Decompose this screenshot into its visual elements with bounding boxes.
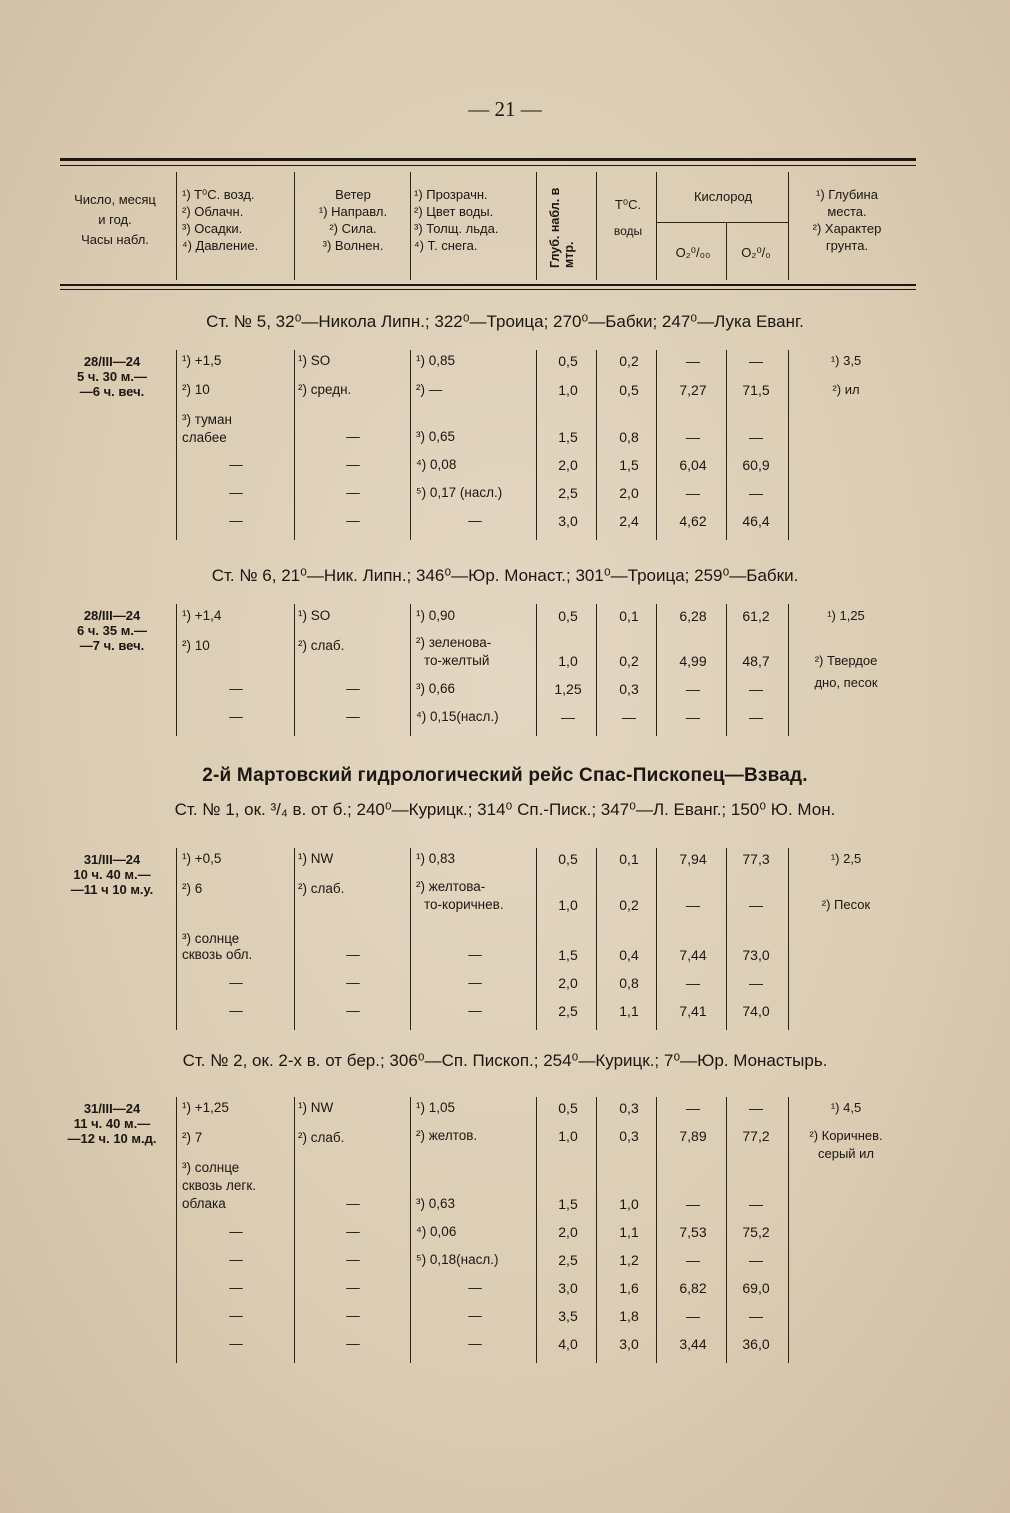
water-temp-value: 0,2 [619,897,639,913]
header-transp-col [414,186,536,254]
wind-dash: — [346,681,360,696]
oxygen-percent-value: 74,0 [742,1003,770,1019]
wind-dash: — [346,1224,360,1239]
air-dash: — [229,681,243,696]
transparency-value: — [468,947,482,962]
depth-value: 1,0 [558,382,578,398]
air-conditions: ³) солнце [182,931,240,946]
oxygen-permille-value: — [686,1308,700,1324]
column-divider [410,848,411,1030]
air-conditions: ¹) +1,5 [182,353,222,368]
oxygen-percent-value: — [749,1196,763,1212]
oxygen-permille-value: 7,41 [679,1003,707,1019]
header-divider [596,172,597,280]
oxygen-permille-value: 7,89 [679,1128,707,1144]
transparency-value: ³) 0,65 [416,429,456,444]
air-dash: — [229,513,243,528]
header-text: Часы набл. [81,232,149,247]
water-temp-value: 2,0 [619,485,639,501]
water-temp-value: 0,3 [619,1100,639,1116]
depth-value: 3,0 [558,513,578,529]
oxygen-permille-value: 3,44 [679,1336,707,1352]
air-dash: — [229,1252,243,1267]
header-text: ⁴) Давление. [182,238,259,253]
header-bottom-rule-thin [60,289,916,290]
column-divider [726,1097,727,1363]
water-temp-value: 1,6 [619,1280,639,1296]
transparency-value: ⁵) 0,17 (насл.) [416,485,503,500]
air-conditions: ²) 10 [182,638,210,653]
station-title: Ст. № 1, ок. ³/₄ в. от б.; 240⁰—Курицк.; 314⁰ Сп.-Писк.; 347⁰—Л. Еванг.; 150⁰ Ю. Мон. [174,800,836,819]
transparency-value: — [468,1336,482,1351]
header-oxygen-permille: O₂⁰/₀₀ [675,245,711,260]
column-divider [294,604,295,736]
oxygen-permille-value: 7,53 [679,1224,707,1240]
wind-dash: — [346,1280,360,1295]
transparency-value-cont: то-коричнев. [424,897,504,912]
column-divider [536,848,537,1030]
header-text: ²) Облачн. [182,204,244,219]
wind-conditions: ¹) NW [298,1100,334,1115]
column-divider [656,604,657,736]
oxygen-percent-value: 73,0 [742,947,770,963]
section-title: 2-й Мартовский гидрологический рейс Спас-Пископец—Взвад. [202,765,808,786]
water-temp-value: — [622,709,636,725]
water-temp-value: 0,1 [619,608,639,624]
transparency-value: — [468,1003,482,1018]
oxygen-percent-value: 77,3 [742,851,770,867]
depth-value: 1,0 [558,897,578,913]
air-conditions: ²) 7 [182,1130,203,1145]
oxygen-percent-value: — [749,975,763,991]
oxygen-percent-value: — [749,681,763,697]
wind-conditions: ²) слаб. [298,881,345,896]
header-text: ³) Осадки. [182,221,243,236]
air-conditions: слабее [182,430,227,445]
air-dash: — [229,975,243,990]
column-divider [410,1097,411,1363]
oxygen-percent-value: — [749,1252,763,1268]
station-date: 28/III—24 [83,608,141,623]
water-temp-value: 2,4 [619,513,639,529]
header-text: ⁴) Т. снега. [414,238,478,253]
wind-conditions: ¹) SO [298,608,331,623]
air-conditions: ²) 10 [182,382,210,397]
water-temp-value: 1,2 [619,1252,639,1268]
transparency-value: ²) зеленова- [416,635,492,650]
air-conditions: облака [182,1196,226,1211]
column-divider [536,604,537,736]
header-divider [726,222,727,280]
transparency-value: ¹) 0,85 [416,353,456,368]
station-date: 31/III—24 [83,852,141,867]
station-date: —6 ч. веч. [79,384,145,399]
header-text: и год. [98,212,132,227]
water-temp-value: 0,3 [619,1128,639,1144]
depth-value: 1,5 [558,429,578,445]
water-temp-value: 1,0 [619,1196,639,1212]
column-divider [788,350,789,540]
depth-value: 1,5 [558,947,578,963]
wind-conditions: ¹) NW [298,851,334,866]
air-dash: — [229,1224,243,1239]
transparency-value: ²) желтов. [416,1128,478,1143]
depth-value: 1,25 [554,681,582,697]
transparency-value: ⁴) 0,15(насл.) [416,709,499,724]
wind-dash: — [346,1196,360,1211]
water-temp-value: 1,1 [619,1224,639,1240]
station-title: Ст. № 2, ок. 2-х в. от бер.; 306⁰—Сп. Пископ.; 254⁰—Курицк.; 7⁰—Юр. Монастырь. [182,1051,828,1070]
header-text: ³) Толщ. льда. [414,221,499,236]
depth-value: — [561,709,575,725]
transparency-value: — [468,513,482,528]
station-date: 11 ч. 40 м.— [73,1116,151,1131]
header-ground-col [796,186,898,254]
wind-dash: — [346,513,360,528]
wind-conditions: ¹) SO [298,353,331,368]
oxygen-percent-value: — [749,709,763,725]
transparency-value: ¹) 0,83 [416,851,456,866]
oxygen-permille-value: 6,04 [679,457,707,473]
column-divider [294,350,295,540]
oxygen-permille-value: — [686,1100,700,1116]
oxygen-permille-value: 7,27 [679,382,707,398]
page-number: — 21 — [468,97,542,121]
oxygen-percent-value: 71,5 [742,382,770,398]
transparency-value: ³) 0,63 [416,1196,456,1211]
air-dash: — [229,485,243,500]
column-divider [596,350,597,540]
water-temp-value: 1,1 [619,1003,639,1019]
header-text: ²) Сила. [329,221,377,236]
depth-value: 2,0 [558,457,578,473]
transparency-value: ³) 0,66 [416,681,456,696]
ground-info: ²) Коричнев. [809,1128,883,1143]
wind-conditions: ²) средн. [298,382,352,397]
depth-value: 0,5 [558,851,578,867]
oxygen-percent-value: 61,2 [742,608,770,624]
air-conditions: ³) туман [182,412,232,427]
header-text: Ветер [335,187,371,202]
column-divider [656,350,657,540]
column-divider [176,604,177,736]
transparency-value-cont: то-желтый [424,653,490,668]
oxygen-permille-value: 6,82 [679,1280,707,1296]
water-temp-value: 1,8 [619,1308,639,1324]
column-divider [656,848,657,1030]
transparency-value: ⁵) 0,18(насл.) [416,1252,499,1267]
depth-value: 3,0 [558,1280,578,1296]
oxygen-permille-value: 7,94 [679,851,707,867]
header-text: воды [613,224,643,238]
header-watertemp-col [600,192,656,244]
header-text: места. [827,204,867,219]
oxygen-permille-value: — [686,353,700,369]
oxygen-permille-value: — [686,1196,700,1212]
oxygen-percent-value: — [749,1100,763,1116]
header-text: ¹) Прозрачн. [414,187,488,202]
oxygen-permille-value: 6,28 [679,608,707,624]
air-conditions: ²) 6 [182,881,203,896]
depth-value: 0,5 [558,608,578,624]
air-conditions: ¹) +1,25 [182,1100,229,1115]
oxygen-percent-value: — [749,485,763,501]
water-temp-value: 0,2 [619,653,639,669]
header-divider [788,172,789,280]
wind-dash: — [346,1003,360,1018]
oxygen-permille-value: — [686,485,700,501]
ground-info: ²) Твердое [814,653,878,668]
water-temp-value: 0,5 [619,382,639,398]
ground-info: ¹) 1,25 [827,608,865,623]
ground-info: ¹) 3,5 [830,353,862,368]
oxygen-percent-value: — [749,429,763,445]
transparency-value: — [468,1308,482,1323]
header-date-col [56,190,174,250]
station-date: 28/III—24 [83,354,141,369]
ground-info: серый ил [817,1146,875,1161]
transparency-value: ⁴) 0,06 [416,1224,457,1239]
oxygen-permille-value: 7,44 [679,947,707,963]
oxygen-permille-value: 4,62 [679,513,707,529]
ground-info: дно, песок [814,675,878,690]
oxygen-percent-value: 75,2 [742,1224,770,1240]
depth-value: 2,0 [558,975,578,991]
column-divider [726,848,727,1030]
header-top-rule [60,158,916,161]
oxygen-percent-value: 60,9 [742,457,770,473]
column-divider [410,350,411,540]
column-divider [410,604,411,736]
column-divider [788,848,789,1030]
header-text: Число, месяц [74,192,156,207]
transparency-value: — [468,975,482,990]
column-divider [596,604,597,736]
wind-dash: — [346,947,360,962]
column-divider [294,1097,295,1363]
transparency-value: ⁴) 0,08 [416,457,457,472]
air-conditions: сквозь легк. [182,1178,256,1193]
air-dash: — [229,1308,243,1323]
ground-info: ¹) 4,5 [830,1100,862,1115]
wind-dash: — [346,1308,360,1323]
oxygen-percent-value: 48,7 [742,653,770,669]
oxygen-percent-value: 36,0 [742,1336,770,1352]
header-oxygen-percent: O₂⁰/₀ [741,245,771,260]
header-oxygen: Кислород [693,189,753,204]
wind-dash: — [346,485,360,500]
depth-value: 2,0 [558,1224,578,1240]
column-divider [726,350,727,540]
ground-info: ²) ил [832,382,860,397]
ground-info: ²) Песок [821,897,871,912]
wind-conditions: ²) слаб. [298,1130,345,1145]
oxygen-permille-value: — [686,709,700,725]
header-depth-col: Глуб. набл. в мтр. [548,187,576,268]
header-wind-col [298,186,408,254]
oxygen-permille-value: — [686,1252,700,1268]
column-divider [788,604,789,736]
wind-dash: — [346,457,360,472]
depth-value: 0,5 [558,353,578,369]
station-date: —11 ч 10 м.у. [70,882,154,897]
oxygen-percent-value: — [749,897,763,913]
water-temp-value: 0,2 [619,353,639,369]
depth-value: 1,0 [558,1128,578,1144]
air-conditions: ³) солнце [182,1160,240,1175]
depth-value: 0,5 [558,1100,578,1116]
header-text: ¹) Глубина [816,187,878,202]
header-text: ²) Характер [812,221,882,236]
air-dash: — [229,457,243,472]
station-date: 5 ч. 30 м.— [77,369,147,384]
oxygen-permille-value: — [686,681,700,697]
station-date: —12 ч. 10 м.д. [67,1131,157,1146]
station-date: 31/III—24 [83,1101,141,1116]
header-text: T⁰C. [614,197,642,212]
station-date: 10 ч. 40 м.— [73,867,151,882]
transparency-value: ¹) 1,05 [416,1100,456,1115]
depth-value: 2,5 [558,1252,578,1268]
oxygen-percent-value: — [749,1308,763,1324]
station-title: Ст. № 5, 32⁰—Никола Липн.; 322⁰—Троица; 270⁰—Бабки; 247⁰—Лука Еванг. [206,312,804,331]
air-dash: — [229,1280,243,1295]
air-dash: — [229,1336,243,1351]
depth-value: 4,0 [558,1336,578,1352]
wind-dash: — [346,709,360,724]
station-title: Ст. № 6, 21⁰—Ник. Липн.; 346⁰—Юр. Монаст.; 301⁰—Троица; 259⁰—Бабки. [211,566,799,585]
table-header [0,172,1010,280]
oxygen-permille-value: 4,99 [679,653,707,669]
header-text: ¹) T⁰C. возд. [182,187,255,202]
header-divider [656,172,657,280]
water-temp-value: 0,4 [619,947,639,963]
header-top-rule-thin [60,165,916,166]
column-divider [176,1097,177,1363]
column-divider [596,848,597,1030]
water-temp-value: 1,5 [619,457,639,473]
oxygen-permille-value: — [686,429,700,445]
air-conditions: ¹) +0,5 [182,851,222,866]
water-temp-value: 0,8 [619,975,639,991]
depth-value: 3,5 [558,1308,578,1324]
oxygen-permille-value: — [686,897,700,913]
column-divider [788,1097,789,1363]
air-conditions: ¹) +1,4 [182,608,222,623]
water-temp-value: 3,0 [619,1336,639,1352]
depth-value: 1,5 [558,1196,578,1212]
wind-dash: — [346,429,360,444]
transparency-value: — [468,1280,482,1295]
transparency-value: ¹) 0,90 [416,608,456,623]
header-bottom-rule [60,284,916,286]
oxygen-permille-value: — [686,975,700,991]
ground-info: ¹) 2,5 [830,851,862,866]
wind-dash: — [346,975,360,990]
header-text: ¹) Направл. [318,204,388,219]
depth-value: 2,5 [558,1003,578,1019]
header-divider [294,172,295,280]
water-temp-value: 0,3 [619,681,639,697]
header-air-col [182,186,290,254]
air-conditions: сквозь обл. [182,947,253,962]
oxygen-percent-value: 46,4 [742,513,770,529]
wind-dash: — [346,1252,360,1267]
column-divider [176,350,177,540]
water-temp-value: 0,1 [619,851,639,867]
air-dash: — [229,709,243,724]
air-dash: — [229,1003,243,1018]
station-date: —7 ч. веч. [79,638,145,653]
header-text: грунта. [825,238,869,253]
header-text: ³) Волнен. [322,238,384,253]
column-divider [656,1097,657,1363]
header-divider [176,172,177,280]
column-divider [596,1097,597,1363]
header-text: ²) Цвет воды. [414,204,494,219]
column-divider [726,604,727,736]
column-divider [536,350,537,540]
wind-dash: — [346,1336,360,1351]
depth-value: 1,0 [558,653,578,669]
header-divider [536,172,537,280]
station-date: 6 ч. 35 м.— [77,623,147,638]
wind-conditions: ²) слаб. [298,638,345,653]
header-divider [410,172,411,280]
oxygen-percent-value: 69,0 [742,1280,770,1296]
header-oxygen-split [656,222,788,223]
water-temp-value: 0,8 [619,429,639,445]
transparency-value: ²) — [416,382,443,397]
column-divider [294,848,295,1030]
oxygen-percent-value: 77,2 [742,1128,770,1144]
column-divider [536,1097,537,1363]
depth-value: 2,5 [558,485,578,501]
oxygen-percent-value: — [749,353,763,369]
transparency-value: ²) желтова- [416,879,486,894]
column-divider [176,848,177,1030]
